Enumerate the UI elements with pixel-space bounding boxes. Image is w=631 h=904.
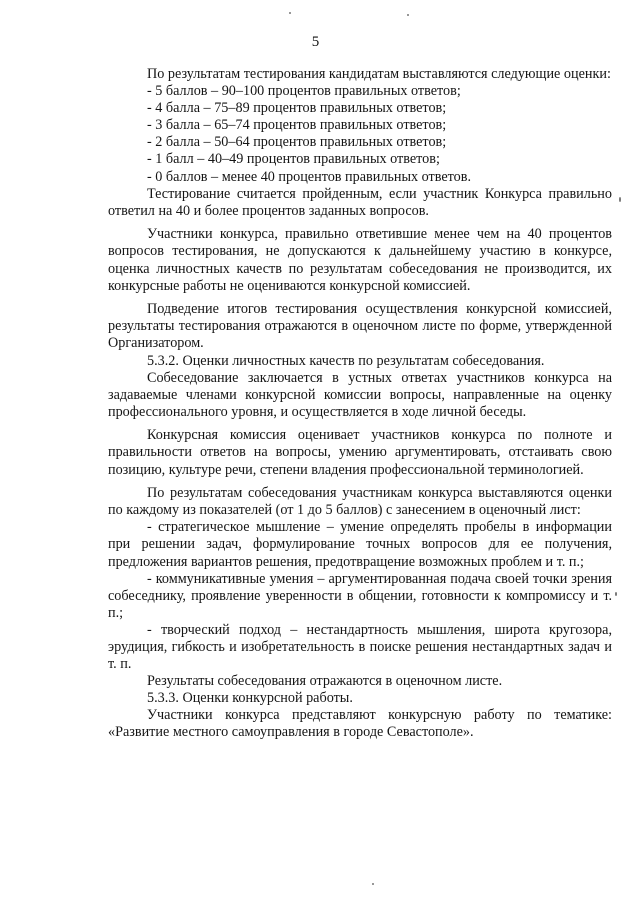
paragraph-interview-results: Результаты собеседования отражаются в оценочном листе. <box>147 673 503 690</box>
section-heading-interview: 5.3.2. Оценки личностных качеств по результатам собеседования. <box>147 352 545 369</box>
scan-speck <box>407 14 409 16</box>
paragraph-test-passed: Тестирование считается пройденным, если участник Конкурса правильно ответил на 40 и более процентов заданных вопросов. <box>108 185 612 219</box>
paragraph-competition-topic: Участники конкурса представляют конкурсную работу по тематике: «Развитие местного самоуправления в городе Севастополе». <box>108 707 612 741</box>
list-item-grade-4: - 4 балла – 75–89 процентов правильных ответов; <box>147 100 447 117</box>
scan-speck <box>619 197 621 202</box>
list-item-grade-0: - 0 баллов – менее 40 процентов правильных ответов. <box>147 168 472 185</box>
list-item-grade-3: - 3 балла – 65–74 процентов правильных ответов; <box>147 117 447 134</box>
document-body <box>108 66 612 742</box>
scan-speck <box>372 883 374 885</box>
list-item-creative-approach: - творческий подход – нестандартность мышления, широта кругозора, эрудиция, гибкость и изобретательность в поиске решения нестандартных задач и т. п. <box>108 621 612 673</box>
paragraph-commission-evaluation: Конкурсная комиссия оценивает участников конкурса по полноте и правильности ответов на вопросы, умению аргументировать, отстаивать свою позицию, культуре речи, степени владения профессиональной терминологией. <box>108 427 612 478</box>
page-number: 5 <box>311 34 320 50</box>
paragraph-test-results: Подведение итогов тестирования осуществления конкурсной комиссией, результаты тестирования отражаются в оценочном листе по форме, утвержденной Организатором. <box>108 301 612 352</box>
list-item-grade-2: - 2 балла – 50–64 процентов правильных ответов; <box>147 134 447 151</box>
list-item-communication-skills: - коммуникативные умения – аргументированная подача своей точки зрения собеседнику, проявление уверенности в общении, готовности к компромиссу и т. п.; <box>108 570 612 621</box>
paragraph-interview-grades: По результатам собеседования участникам конкурса выставляются оценки по каждому из показателей (от 1 до 5 баллов) с занесением в оценочный лист: <box>108 485 612 519</box>
scan-speck <box>289 12 291 14</box>
paragraph-grading-intro: По результатам тестирования кандидатам выставляются следующие оценки: <box>147 66 611 82</box>
list-item-grade-1: - 1 балл – 40–49 процентов правильных ответов; <box>147 151 440 168</box>
paragraph-not-admitted: Участники конкурса, правильно ответившие менее чем на 40 процентов вопросов тестирования, не допускаются к дальнейшему участию в конкурсе, оценка личностных качеств по результатам собеседования не производится, их конкурсные работы не оцениваются конкурсной комиссией. <box>108 226 612 294</box>
list-item-grade-5: - 5 баллов – 90–100 процентов правильных ответов; <box>147 83 461 100</box>
section-heading-competition-work: 5.3.3. Оценки конкурсной работы. <box>147 690 353 707</box>
list-item-strategic-thinking: - стратегическое мышление – умение определять пробелы в информации при решении задач, формулирование точных вопросов для ее получения, предложения вариантов решения, предотвращение возможных проблем и т. п.; <box>108 519 612 570</box>
scan-speck <box>615 592 617 596</box>
paragraph-interview-description: Собеседование заключается в устных ответах участников конкурса на задаваемые членами конкурсной комиссии вопросы, направленные на оценку профессионального уровня, и осуществляется в ходе личной беседы. <box>108 369 612 420</box>
